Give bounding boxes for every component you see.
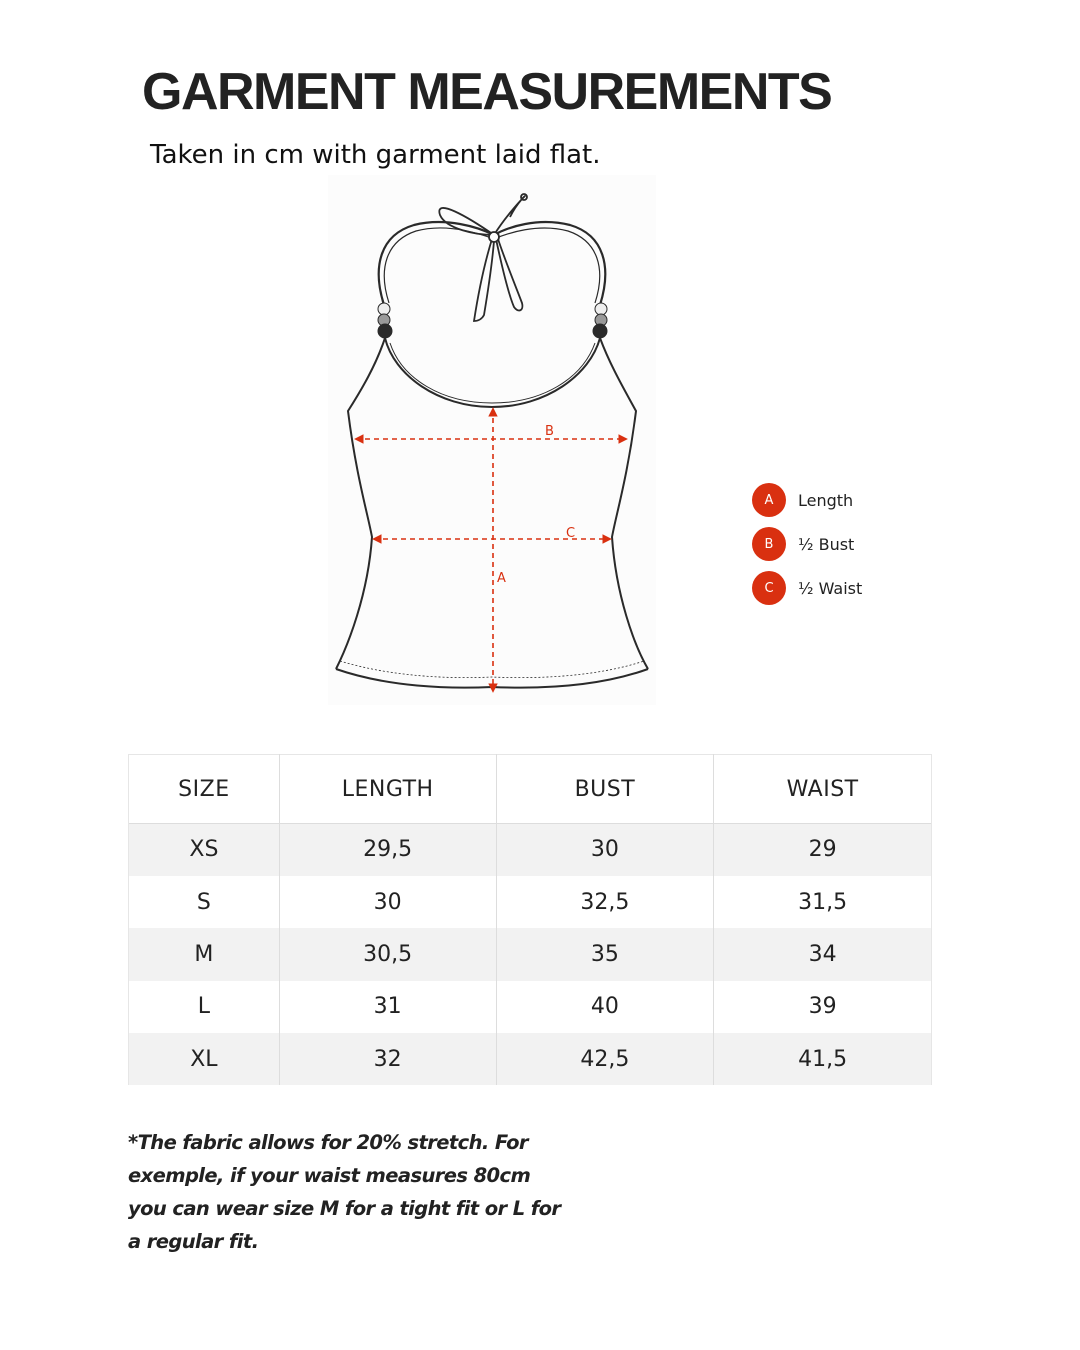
cell-bust: 40	[496, 981, 714, 1033]
legend-badge-b: B	[752, 527, 786, 561]
legend-label-waist: ½ Waist	[798, 578, 863, 598]
measure-lines	[356, 409, 626, 691]
cell-length: 32	[279, 1033, 496, 1085]
size-table	[128, 754, 932, 1085]
table-row	[129, 1033, 932, 1085]
stretch-note: *The fabric allows for 20% stretch. For exemple, if your waist measures 80cm you can wear size M for a tight fit or L for a regular fit.	[128, 1131, 561, 1253]
header-bust: BUST	[496, 755, 714, 824]
header-waist: WAIST	[714, 755, 932, 824]
halter-tank-top-icon	[328, 175, 656, 705]
cell-bust: 42,5	[496, 1033, 714, 1085]
marker-c: C	[566, 526, 576, 541]
cell-waist: 41,5	[714, 1033, 932, 1085]
table-header-row	[129, 755, 932, 824]
cell-length: 31	[279, 981, 496, 1033]
legend-badge-c: C	[752, 571, 786, 605]
page-subtitle: Taken in cm with garment laid flat.	[150, 140, 601, 170]
page-title: GARMENT MEASUREMENTS	[142, 63, 832, 121]
cell-waist: 29	[714, 824, 932, 876]
strap-beads	[378, 303, 607, 338]
cell-bust: 35	[496, 928, 714, 980]
cell-size: L	[129, 981, 280, 1033]
legend-badge-a: A	[752, 483, 786, 517]
cell-size: M	[129, 928, 280, 980]
table-row	[129, 928, 932, 980]
cell-length: 29,5	[279, 824, 496, 876]
bow-tie	[439, 194, 527, 321]
cell-bust: 32,5	[496, 876, 714, 928]
cell-length: 30	[279, 876, 496, 928]
cell-waist: 34	[714, 928, 932, 980]
legend-item-length	[752, 478, 862, 522]
cell-waist: 31,5	[714, 876, 932, 928]
cell-waist: 39	[714, 981, 932, 1033]
measurement-legend	[752, 478, 862, 610]
garment-diagram	[328, 175, 656, 705]
garment-body	[336, 338, 648, 688]
legend-label-length: Length	[798, 490, 854, 510]
header-length: LENGTH	[279, 755, 496, 824]
cell-bust: 30	[496, 824, 714, 876]
table-row	[129, 824, 932, 876]
cell-length: 30,5	[279, 928, 496, 980]
marker-b: B	[545, 424, 554, 439]
table-row	[129, 981, 932, 1033]
legend-item-waist	[752, 566, 862, 610]
cell-size: XS	[129, 824, 280, 876]
table-row	[129, 876, 932, 928]
legend-item-bust	[752, 522, 862, 566]
legend-label-bust: ½ Bust	[798, 534, 855, 554]
cell-size: XL	[129, 1033, 280, 1085]
header-size: SIZE	[129, 755, 280, 824]
marker-a: A	[497, 571, 506, 586]
cell-size: S	[129, 876, 280, 928]
